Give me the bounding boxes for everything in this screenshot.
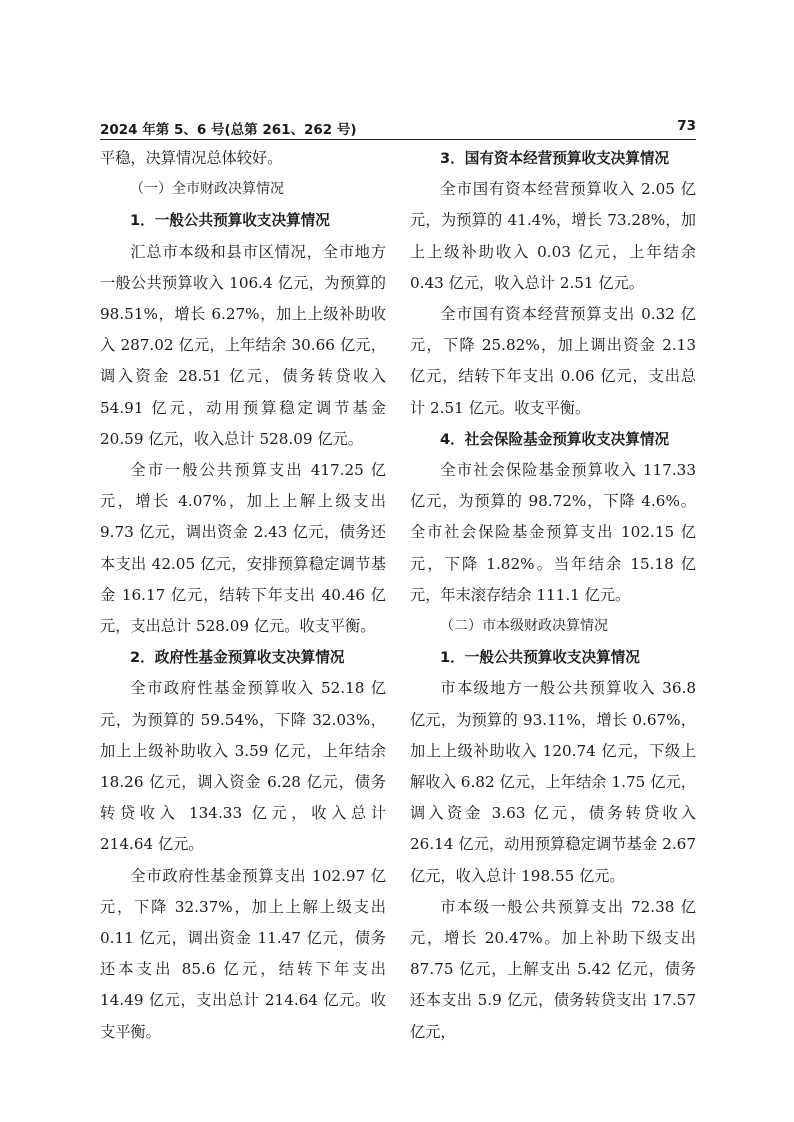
issue-label: 2024 年第 5、6 号(总第 261、262 号) — [100, 122, 357, 138]
section-heading-city-level: （二）市本级财政决算情况 — [440, 618, 608, 635]
subheading-general-budget: 1．一般公共预算收支决算情况 — [130, 212, 330, 230]
paragraph-social-insurance: 全市社会保险基金预算收入 117.33 亿元，为预算的 98.72%，下降 4.6%。全市社会保险基金预算支出 102.15 亿元，下降 1.82%。当年结余 15.18 亿元，年末滚存结余 111.1 亿元。 — [410, 461, 696, 604]
paragraph-fund-expenditure: 全市政府性基金预算支出 102.97 亿元，下降 32.37%，加上上解上级支出 0.11 亿元，调出资金 11.47 亿元，债务还本支出 85.6 亿元，结转下年支出 14.49 亿元，支出总计 214.64 亿元。收支平衡。 — [100, 866, 386, 1041]
subheading-state-capital: 3．国有资本经营预算收支决算情况 — [440, 150, 670, 167]
subheading-city-general-budget: 1．一般公共预算收支决算情况 — [440, 649, 640, 667]
paragraph-general-revenue: 汇总市本级和县市区情况，全市地方一般公共预算收入 106.4 亿元，为预算的 98.51%，增长 6.27%，加上上级补助收入 287.02 亿元，上年结余 30.66 亿元，调入资金 28.51 亿元，债务转贷收入 54.91 亿元，动用预算稳定调节基金 20.59 亿元，收入总计 528.09 亿元。 — [100, 242, 386, 448]
subheading-government-fund: 2．政府性基金预算收支决算情况 — [130, 649, 345, 667]
continued-paragraph: 平稳，决算情况总体较好。 — [100, 149, 283, 167]
paragraph-fund-revenue: 全市政府性基金预算收入 52.18 亿元，为预算的 59.54%，下降 32.03%，加上上级补助收入 3.59 亿元，上年结余 18.26 亿元，调入资金 6.28 亿元，债务转贷收入 134.33 亿元，收入总计 214.64 亿元。 — [100, 679, 386, 854]
paragraph-capital-revenue: 全市国有资本经营预算收入 2.05 亿元，为预算的 41.4%，增长 73.28%，加上上级补助收入 0.03 亿元，上年结余 0.43 亿元，收入总计 2.51 亿元。 — [410, 180, 696, 292]
paragraph-general-expenditure: 全市一般公共预算支出 417.25 亿元，增长 4.07%，加上上解上级支出 9.73 亿元，调出资金 2.43 亿元，债务还本支出 42.05 亿元，安排预算稳定调节基金 16.17 亿元，结转下年支出 40.46 亿元，支出总计 528.09 亿元。收支平衡。 — [100, 461, 386, 636]
paragraph-city-expenditure: 市本级一般公共预算支出 72.38 亿元，增长 20.47%。加上补助下级支出 87.75 亿元，上解支出 5.42 亿元，债务还本支出 5.9 亿元，债务转贷支出 17.57 亿元， — [410, 897, 696, 1041]
right-column — [410, 143, 696, 1048]
left-column — [100, 143, 386, 1048]
running-header — [100, 116, 696, 138]
header-rule — [100, 139, 696, 140]
subheading-social-insurance: 4．社会保险基金预算收支决算情况 — [440, 430, 670, 448]
paragraph-city-revenue: 市本级地方一般公共预算收入 36.8 亿元，为预算的 93.11%，增长 0.67%，加上上级补助收入 120.74 亿元，下级上解收入 6.82 亿元，上年结余 1.75 亿元，调入资金 3.63 亿元，债务转贷收入 26.14 亿元，动用预算稳定调节基金 2.67 亿元，收入总计 198.55 亿元。 — [410, 679, 696, 885]
page-number: 73 — [677, 118, 696, 134]
section-heading-citywide: （一）全市财政决算情况 — [130, 181, 284, 198]
paragraph-capital-expenditure: 全市国有资本经营预算支出 0.32 亿元，下降 25.82%，加上调出资金 2.13 亿元，结转下年支出 0.06 亿元，支出总计 2.51 亿元。收支平衡。 — [410, 305, 696, 417]
